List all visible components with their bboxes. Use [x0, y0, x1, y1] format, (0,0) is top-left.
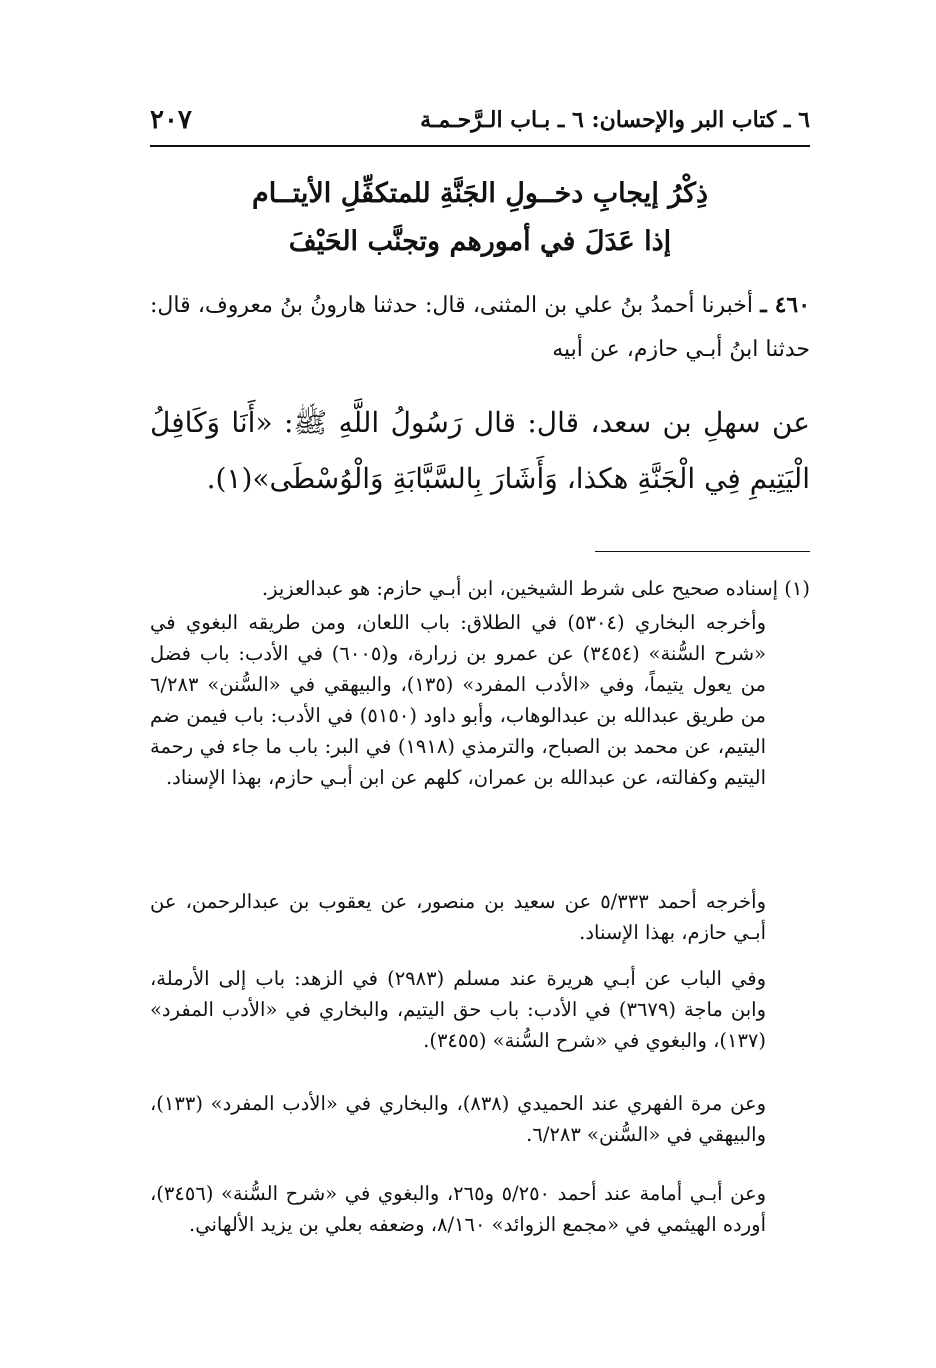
chapter-heading	[150, 170, 810, 266]
footnote-1: (١) إسناده صحيح على شرط الشيخين، ابن أبـي حازم: هو عبدالعزيز.	[261, 577, 810, 600]
page-number: ٢٠٧	[150, 105, 192, 135]
hadith-isnad	[150, 283, 810, 372]
book-page	[150, 95, 810, 1295]
heading-line-1: ذِكْرُ إيجابِ دخــولِ الجَنَّةِ للمتكفِّلِ الأيتــام	[251, 178, 708, 209]
footnote-paragraph: وأخرجه أحمد ٥/٣٣٣ عن سعيد بن منصور، عن يعقوب بن عبدالرحمن، عن أبـي حازم، بهذا الإسناد.	[150, 890, 766, 944]
footnote-paragraph: وعن مرة الفهري عند الحميدي (٨٣٨)، والبخاري في «الأدب المفرد» (١٣٣)، والبيهقي في «السُّنن» ٦/٢٨٣.	[150, 1092, 766, 1146]
footnote-paragraph: وعن أبـي أمامة عند أحمد ٥/٢٥٠ و٢٦٥، والبغوي في «شرح السُّنة» (٣٤٥٦)، أورده الهيثمي في «مجمع الزوائد» ٨/١٦٠، وضعفه بعلي بن يزيد الألهاني.	[150, 1182, 766, 1236]
footnote-paragraph: وأخرجه البخاري (٥٣٠٤) في الطلاق: باب اللعان، ومن طريقه البغوي في «شرح السُّنة» (٣٤٥٤) عن عمرو بن زرارة، و(٦٠٠٥) في الأدب: باب فضل من يعول يتيماً، وفي «الأدب المفرد» (١٣٥)، والبيهقي في «السُّنن» ٦/٢٨٣ من طريق عبدالله بن عبدالوهاب، وأبو داود (٥١٥٠) في الأدب: باب فيمن ضم اليتيم، عن محمد بن الصباح، والترمذي (١٩١٨) في البر: باب ما جاء في رحمة اليتيم وكفالته، عن عبدالله بن عمران، كلهم عن ابن أبـي حازم، بهذا الإسناد.	[150, 611, 767, 789]
hadith-number: ٤٦٠ ـ	[760, 292, 811, 318]
page-header	[150, 95, 810, 147]
isnad-text: أخبرنا أحمدُ بنُ علي بن المثنى، قال: حدثنا هارونُ بنُ معروف، قال: حدثنا ابنُ أبـي حازم، عن أبيه	[150, 293, 810, 362]
footnote-paragraph: وفي الباب عن أبـي هريرة عند مسلم (٢٩٨٣) في الزهد: باب إلى الأرملة، وابن ماجة (٣٦٧٩) في الأدب: باب حق اليتيم، والبخاري في «الأدب المفرد» (١٣٧)، والبغوي في «شرح السُّنة» (٣٤٥٥).	[150, 967, 766, 1052]
footnote-separator	[595, 551, 810, 552]
heading-line-2: إذا عَدَلَ في أمورهم وتجنَّب الحَيْفَ	[288, 226, 672, 257]
hadith-matn: عن سهلِ بن سعد، قال: قال رَسُولُ اللَّهِ ﷺ: «أَنَا وَكَافِلُ الْيَتِيمِ فِي الْجَنَّةِ هكذا، وَأَشَارَ بِالسَّبَّابَةِ وَالْوُسْطَى»(١).	[150, 406, 810, 495]
running-title: ٦ ـ كتاب البر والإحسان: ٦ ـ بـاب الـرَّحـمـة	[420, 107, 810, 133]
